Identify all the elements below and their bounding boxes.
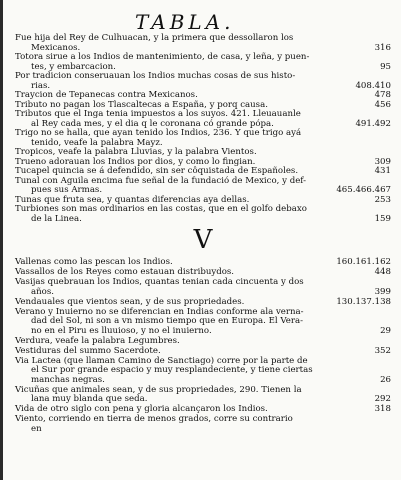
entry-line: Vida de otro siglo con pena y gloria alcançaron los Indios. [15,404,268,414]
page-reference: 95 [380,61,391,72]
entry-line: lana muy blanda que seda. [31,394,148,404]
entry-line: rias. [31,80,51,91]
entry-line: dad del Sol, ni son a vn mismo tiempo que en Europa. El Vera- [31,316,304,326]
entry-line: Mexicanos. [31,42,81,53]
entry-line: Vassallos de los Reyes como estauan distribuydos. [15,267,235,277]
entry-line: el Sur por grande espacio y muy resplandeciente, y tiene ciertas [31,365,313,375]
entry-line: Tunal con Aguila encima fue señal de la fundació de Mexico, y def- [15,175,307,186]
page-reference: 408.410 [355,80,391,91]
entry-line: Viento, corriendo en tierra de menos grados, corre su contrario [15,414,293,424]
page-reference: 316 [374,42,391,53]
entry-line: Fue hija del Rey de Culhuacan, y la primera que dessollaron los [15,33,294,43]
page-reference: 26 [380,374,391,385]
index-entry [15,386,391,405]
index-entry [15,177,391,196]
index-entry [15,72,391,91]
index-entry [15,129,391,148]
entry-line: Verdura, veafe la palabra Legumbres. [15,335,180,346]
page-reference: 399 [374,286,391,297]
index-entry [15,298,391,308]
entry-line: Trigo no se halla, que ayan tenido los Indios, 236. Y que trigo ayá [15,128,302,138]
page-reference: 159 [374,213,391,224]
v-entries-list [15,258,391,434]
entry-line: tes, y embarcacion. [31,61,116,72]
entry-line: Verano y Inuierno no se diferencian en Indias conforme ala verna- [15,306,304,317]
page-reference: 318 [374,404,391,414]
page-reference: 29 [380,325,391,336]
entry-line: al Rey cada mes, y el dia q le coronana có grande pópa. [31,118,274,129]
entry-line: Tributo no pagan los Tlascaltecas a España, y porq causa. [15,99,268,110]
page-reference: 465.466.467 [336,185,391,195]
entry-line: de la Linea. [31,213,82,224]
entry-line: años. [31,286,54,297]
entry-line: Vasijas quebrauan los Indios, quantas tenian cada cincuenta y dos [15,277,304,287]
page-reference: 292 [374,394,391,404]
entry-line: Tributos que el Inga tenia impuestos a los suyos. 421. Lleuauanle [15,109,301,119]
entry-line: Vendauales que vientos sean, y de sus propriedades. [15,296,245,307]
index-entry [15,308,391,337]
t-entries-list [15,34,391,224]
page-title: TABLA. [135,10,235,34]
entry-line: Por tradicion conseruauan los Indios muchas cosas de sus histo- [15,71,296,81]
index-entry [15,337,391,347]
entry-line: Via Lactea (que llaman Camino de Sanctiago) corre por la parte de [15,355,308,366]
index-entry [15,357,391,386]
page-reference: 448 [374,267,391,277]
index-entry [15,415,391,434]
entry-line: Vestiduras del summo Sacerdote. [15,345,161,356]
index-entry [15,34,391,53]
entry-line: Vicuñas que animales sean, y de sus propriedades, 290. Tienen la [15,384,302,395]
index-entry [15,278,391,297]
index-entry [15,205,391,224]
entry-line: Trueno adorauan los Indios por dios, y como lo fingian. [15,156,256,167]
index-entry [15,110,391,129]
entry-line: Tropicos, veafe la palabra Lluvias, y la palabra Vientos. [15,147,257,157]
page-reference: 431 [374,166,391,176]
page-reference: 491.492 [355,118,391,129]
entry-line: manchas negras. [31,374,105,385]
entry-line: tenido, veafe la palabra Mayz. [31,137,163,148]
page-reference: 130.137.138 [336,296,391,307]
index-entry [15,347,391,357]
entry-line: Tunas que fruta sea, y quantas diferencias aya dellas. [15,194,250,205]
entry-line: Traycion de Tepanecas contra Mexicanos. [15,90,198,100]
page-reference: 253 [374,194,391,205]
page-reference: 160.161.162 [336,257,391,267]
page-reference: 309 [374,156,391,167]
section-letter: V [193,225,213,255]
entry-line: no en el Piru es lluuioso, y no el inuierno. [31,325,212,336]
entry-line: Tucapel quincia se á defendido, sin ser côquistada de Españoles. [15,166,299,176]
entry-line: en [31,423,42,434]
page-reference: 478 [374,90,391,100]
entry-line: pues sus Armas. [31,185,103,195]
entry-line: Totora sirue a los Indios de mantenimiento, de casa, y leña, y puen- [15,52,310,62]
page-reference: 456 [374,99,391,110]
entry-line: Turbiones son mas ordinarios en las costas, que en el golfo debaxo [15,204,307,214]
page-reference: 352 [374,345,391,356]
index-entry [15,53,391,72]
entry-line: Vallenas como las pescan los Indios. [15,257,173,267]
